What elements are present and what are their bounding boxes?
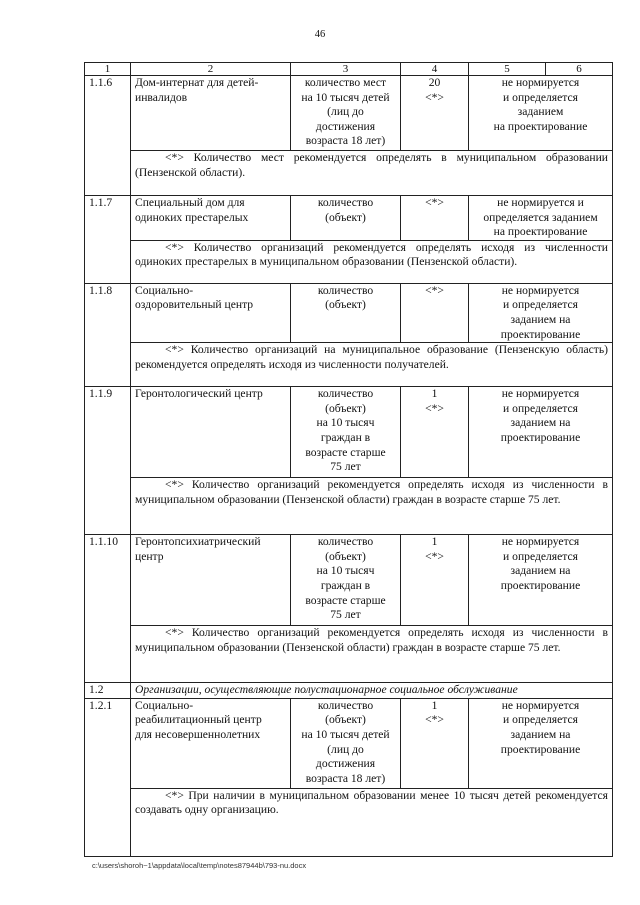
row-indicator: количество (объект) bbox=[291, 283, 401, 342]
file-path-footer: c:\users\shoroh~1\appdata\local\temp\notes87944b\793-nu.docx bbox=[92, 861, 307, 870]
header-cell: 1 bbox=[85, 63, 131, 76]
page-number: 46 bbox=[314, 29, 326, 40]
row-norm: не нормируется и определяется заданием на проектирование bbox=[469, 76, 613, 151]
row-name: Социально- реабилитационный центр для несовершеннолетних bbox=[131, 698, 291, 788]
row-name: Социально- оздоровительный центр bbox=[131, 283, 291, 342]
row-note bbox=[131, 343, 613, 387]
group-title: Организации, осуществляющие полустационарное социальное обслуживание bbox=[131, 683, 613, 699]
table-row bbox=[85, 535, 613, 626]
row-indicator: количество (объект) на 10 тысяч граждан в возрасте старше 75 лет bbox=[291, 387, 401, 478]
row-code: 1.1.10 bbox=[85, 535, 131, 683]
row-norm: не нормируется и определяется заданием на проектирование bbox=[469, 283, 613, 342]
row-name: Дом-интернат для детей- инвалидов bbox=[131, 76, 291, 151]
header-cell: 4 bbox=[401, 63, 469, 76]
header-row bbox=[85, 63, 613, 76]
group-row bbox=[85, 683, 613, 699]
row-indicator: количество (объект) на 10 тысяч детей (лиц до достижения возраста 18 лет) bbox=[291, 698, 401, 788]
row-code: 1.1.8 bbox=[85, 283, 131, 386]
row-code: 1.2.1 bbox=[85, 698, 131, 856]
row-name: Специальный дом для одиноких престарелых bbox=[131, 196, 291, 241]
header-cell: 5 bbox=[469, 63, 546, 76]
note-row bbox=[85, 626, 613, 683]
row-value: <*> bbox=[401, 283, 469, 342]
note-row bbox=[85, 478, 613, 535]
row-code: 1.1.9 bbox=[85, 387, 131, 535]
note-text: <*> Количество организаций рекомендуется определять исходя из численности в муниципальном образовании (Пензенской области) граждан в возрасте старше 75 лет. bbox=[135, 478, 608, 506]
note-row bbox=[85, 151, 613, 196]
row-indicator: количество (объект) на 10 тысяч граждан в возрасте старше 75 лет bbox=[291, 535, 401, 626]
header-cell: 6 bbox=[546, 63, 613, 76]
table-row bbox=[85, 76, 613, 151]
row-norm: не нормируется и определяется заданием на проектирование bbox=[469, 196, 613, 241]
header-cell: 2 bbox=[131, 63, 291, 76]
norms-table bbox=[84, 62, 613, 857]
table-row bbox=[85, 698, 613, 788]
row-value: 20 <*> bbox=[401, 76, 469, 151]
row-value: <*> bbox=[401, 196, 469, 241]
row-norm: не нормируется и определяется заданием на проектирование bbox=[469, 698, 613, 788]
row-note bbox=[131, 478, 613, 535]
table-row bbox=[85, 283, 613, 342]
row-value: 1 <*> bbox=[401, 535, 469, 626]
row-indicator: количество (объект) bbox=[291, 196, 401, 241]
row-note bbox=[131, 788, 613, 856]
row-norm: не нормируется и определяется заданием на проектирование bbox=[469, 535, 613, 626]
note-text: <*> При наличии в муниципальном образовании менее 10 тысяч детей рекомендуется создавать одну организацию. bbox=[135, 788, 608, 817]
row-note bbox=[131, 151, 613, 196]
row-name: Геронтопсихиатрический центр bbox=[131, 535, 291, 626]
table-row bbox=[85, 196, 613, 241]
row-note bbox=[131, 240, 613, 283]
note-row bbox=[85, 788, 613, 856]
note-row bbox=[85, 240, 613, 283]
row-note bbox=[131, 626, 613, 683]
note-row bbox=[85, 343, 613, 387]
note-text: <*> Количество организаций рекомендуется определять исходя из численности одиноких престарелых в муниципальном образовании (Пензенской области). bbox=[135, 240, 608, 269]
row-value: 1 <*> bbox=[401, 698, 469, 788]
row-name: Геронтологический центр bbox=[131, 387, 291, 478]
note-text: <*> Количество мест рекомендуется определять в муниципальном образовании (Пензенской области). bbox=[135, 151, 608, 179]
row-code: 1.1.7 bbox=[85, 196, 131, 284]
row-indicator: количество мест на 10 тысяч детей (лиц до достижения возраста 18 лет) bbox=[291, 76, 401, 151]
row-norm: не нормируется и определяется заданием на проектирование bbox=[469, 387, 613, 478]
row-code: 1.1.6 bbox=[85, 76, 131, 196]
header-cell: 3 bbox=[291, 63, 401, 76]
table-row bbox=[85, 387, 613, 478]
row-value: 1 <*> bbox=[401, 387, 469, 478]
group-code: 1.2 bbox=[85, 683, 131, 699]
note-text: <*> Количество организаций рекомендуется определять исходя из численности в муниципальном образовании (Пензенской области) граждан в возрасте старше 75 лет. bbox=[135, 626, 608, 654]
note-text: <*> Количество организаций на муниципальное образование (Пензенскую область) рекомендуется определять исходя из численности получателей. bbox=[135, 343, 608, 371]
